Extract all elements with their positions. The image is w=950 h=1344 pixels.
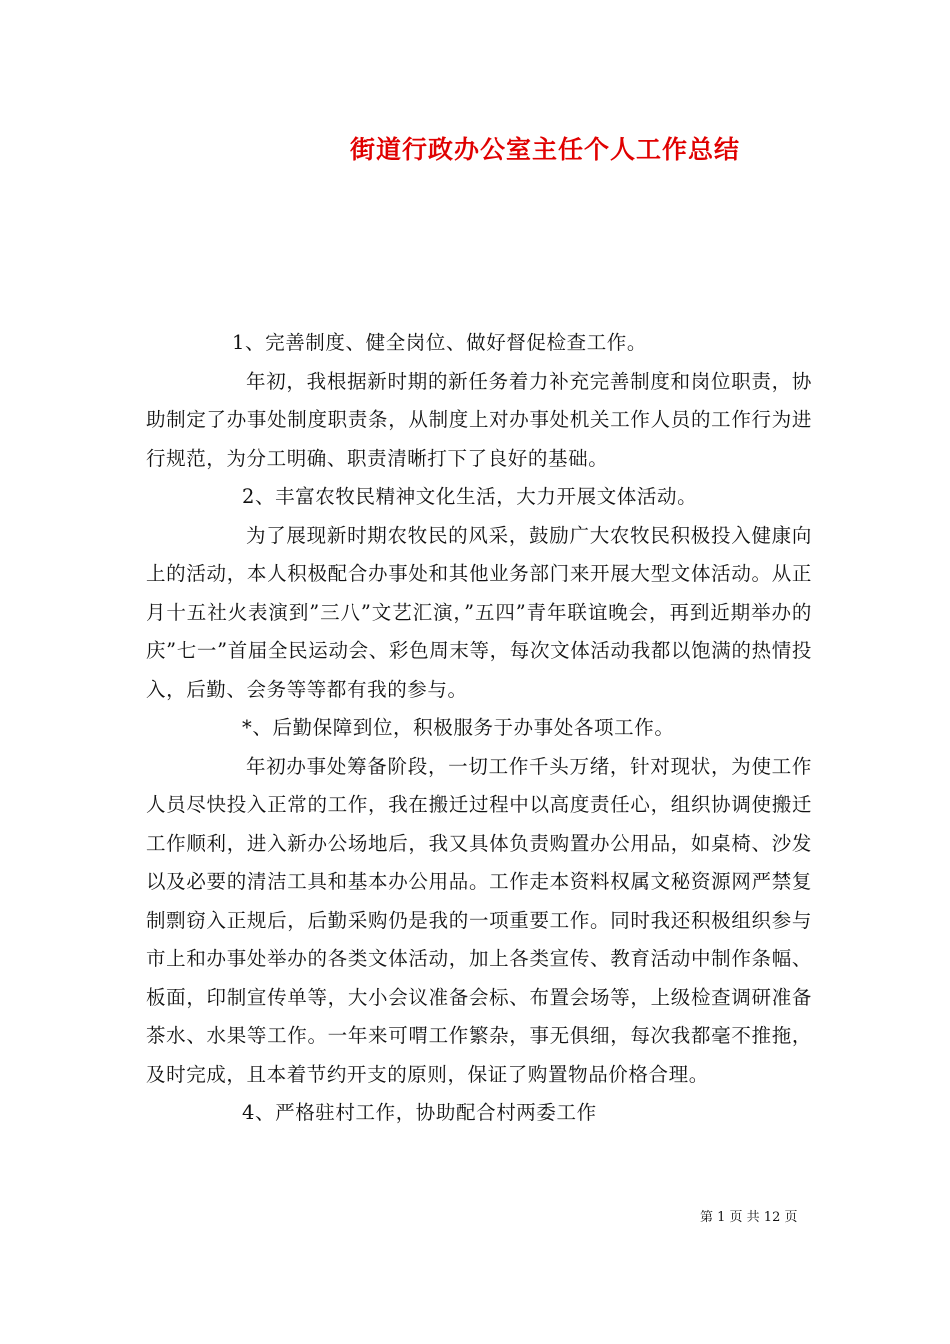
document-title: 街道行政办公室主任个人工作总结: [349, 135, 740, 164]
document-body: [146, 324, 812, 1133]
section-heading-3: *、后勤保障到位，积极服务于办事处各项工作。: [242, 716, 675, 739]
section-heading-4: 4、严格驻村工作，协助配合村两委工作: [242, 1101, 597, 1124]
paragraph-1: 年初，我根据新时期的新任务着力补充完善制度和岗位职责，协助制定了办事处制度职责条，从制度上对办事处机关工作人员的工作行为进行规范，为分工明确、职责清晰打下了良好的基础。: [146, 369, 812, 470]
paragraph-3: 年初办事处筹备阶段，一切工作千头万绪，针对现状，为使工作人员尽快投入正常的工作，我在搬迁过程中以高度责任心，组织协调使搬迁工作顺利，进入新办公场地后，我又具体负责购置办公用品，如桌椅、沙发以及必要的清洁工具和基本办公用品。工作走本资料权属文秘资源网严禁复制剽窃入正规后，后勤采购仍是我的一项重要工作。同时我还积极组织参与市上和办事处举办的各类文体活动，加上各类宣传、教育活动中制作条幅、板面，印制宣传单等，大小会议准备会标、布置会场等，上级检查调研准备茶水、水果等工作。一年来可喟工作繁杂，事无俱细，每次我都毫不推拖，及时完成，且本着节约开支的原则，保证了购置物品价格合理。: [146, 754, 812, 1086]
section-heading-1: 1、完善制度、健全岗位、做好督促检查工作。: [232, 331, 648, 354]
page-number-footer: 第 1 页 共 12 页: [700, 1210, 798, 1225]
paragraph-2: 为了展现新时期农牧民的风采，鼓励广大农牧民积极投入健康向上的活动，本人积极配合办事处和其他业务部门来开展大型文体活动。从正月十五社火表演到”三八”文艺汇演，”五四”青年联谊晚会，再到近期举办的庆”七一”首届全民运动会、彩色周末等，每次文体活动我都以饱满的热情投入，后勤、会务等等都有我的参与。: [146, 523, 812, 701]
section-heading-2: 2、丰富农牧民精神文化生活，大力开展文体活动。: [242, 485, 698, 508]
